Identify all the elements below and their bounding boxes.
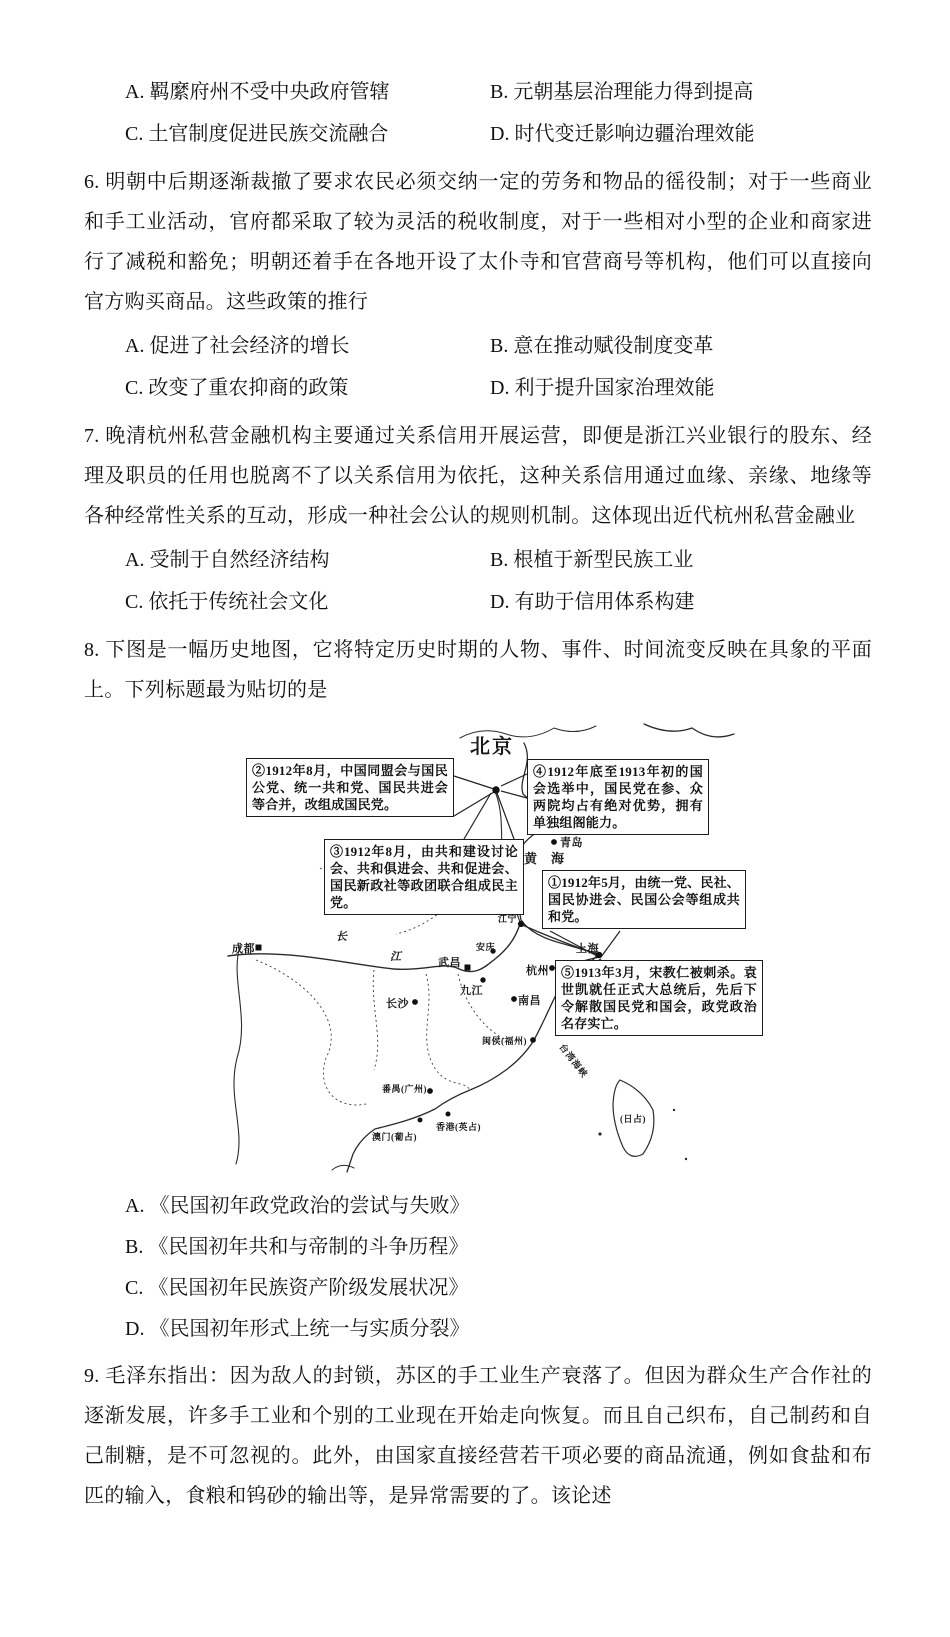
question-6-text: 6. 明朝中后期逐渐裁撤了要求农民必须交纳一定的劳务和物品的徭役制；对于一些商业和手工业活动，官府都采取了较为灵活的税收制度，对于一些相对小型的企业和商家进行了减税和豁免；明朝还着手在各地开设了太仆寺和官营商号等机构，他们可以直接向官方购买商品。这些政策的推行 bbox=[84, 171, 872, 313]
q8-option-d-row bbox=[84, 1309, 872, 1349]
callout-4-guohui-xuanju: ④1912年底至1913年初的国会选举中，国民党在参、众两院均占有绝对优势，拥有单独组阁能力。 bbox=[527, 759, 709, 835]
q7-options-row-2 bbox=[84, 582, 872, 622]
q8-option-b-row bbox=[84, 1227, 872, 1267]
islet-penghu bbox=[598, 1132, 601, 1135]
label-taiwan-strait: 台湾海峡 bbox=[557, 1041, 590, 1080]
province-border-1 bbox=[256, 960, 366, 1105]
changsha-marker bbox=[413, 1000, 418, 1005]
q8-option-b: B. 《民国初年共和与帝制的斗争历程》 bbox=[125, 1236, 469, 1258]
callout-3-minzhudang: ③1912年8月，由共和建设讨论会、共和俱进会、共和促进会、国民新政社等政团联合组成民主党。 bbox=[324, 839, 524, 915]
label-jiujiang: 九江 bbox=[460, 985, 483, 997]
label-taiwan-occupied: (日占) bbox=[620, 1114, 646, 1124]
fuzhou-marker bbox=[531, 1038, 536, 1043]
label-fuzhou: 闽侯(福州) bbox=[482, 1036, 527, 1046]
wuchang-marker bbox=[465, 965, 470, 970]
label-jiangning: 江宁 bbox=[498, 914, 518, 924]
leader-c2-bottom bbox=[454, 792, 494, 816]
macau-marker bbox=[418, 1118, 422, 1122]
islet-2 bbox=[685, 1158, 687, 1160]
q5-option-b: B. 元朝基层治理能力得到提高 bbox=[490, 81, 754, 103]
q8-option-c: C. 《民国初年民族资产阶级发展状况》 bbox=[125, 1277, 469, 1299]
islet-1 bbox=[673, 1109, 675, 1111]
label-chengdu: 成都 bbox=[232, 943, 255, 955]
label-river-jiang: 江 bbox=[390, 951, 402, 963]
province-border-5 bbox=[373, 970, 377, 1070]
label-shanghai: 上海 bbox=[576, 943, 599, 955]
q6-option-a: A. 促进了社会经济的增长 bbox=[125, 335, 350, 357]
callout-5-songjiaoren: ⑤1913年3月，宋教仁被刺杀。袁世凯就任正式大总统后，先后下令解散国民党和国会，政党政治名存实亡。 bbox=[555, 960, 763, 1036]
label-river-chang: 长 bbox=[336, 931, 348, 943]
q5-options-row-2 bbox=[84, 114, 872, 154]
label-anqing: 安庆 bbox=[476, 942, 496, 952]
jiangning-marker bbox=[518, 921, 523, 926]
beijing-marker bbox=[493, 787, 499, 793]
leader-c3-right bbox=[497, 793, 514, 839]
guangzhou-marker bbox=[428, 1089, 433, 1094]
q5-option-d: D. 时代变迁影响边疆治理效能 bbox=[490, 123, 755, 145]
q6-options-row-2 bbox=[84, 368, 872, 408]
label-macau: 澳门(葡占) bbox=[372, 1132, 417, 1142]
liaodong-coast-path bbox=[644, 724, 734, 737]
q7-option-a: A. 受制于自然经济结构 bbox=[125, 549, 330, 571]
label-nanchang: 南昌 bbox=[518, 995, 541, 1007]
q8-option-a-row bbox=[84, 1186, 872, 1226]
label-wuchang: 武昌 bbox=[438, 957, 461, 969]
question-9-text: 9. 毛泽东指出：因为敌人的封锁，苏区的手工业生产衰落了。但因为群众生产合作社的逐渐发展，许多手工业和个别的工业现在开始走向恢复。而且自己织布，自己制药和自己制糖，是不可忽视的。此外，由国家直接经营若干项必要的商品流通，例如食盐和布匹的输入，食粮和钨砂的输出等，是异常需要的了。该论述 bbox=[84, 1365, 872, 1507]
label-hongkong: 香港(英占) bbox=[436, 1122, 481, 1132]
label-hangzhou: 杭州 bbox=[526, 965, 549, 977]
callout-1-gonghedang: ①1912年5月，由统一党、民社、国民协进会、民国公会等组成共和党。 bbox=[542, 870, 746, 929]
history-map-figure bbox=[224, 718, 769, 1176]
leader-c1-right bbox=[601, 931, 620, 957]
hongkong-marker bbox=[446, 1112, 450, 1116]
q6-option-b: B. 意在推动赋役制度变革 bbox=[490, 335, 714, 357]
q7-options-row-1 bbox=[84, 540, 872, 580]
west-border-path bbox=[234, 946, 242, 1164]
label-guangzhou: 番禺(广州) bbox=[382, 1084, 427, 1094]
q8-option-a: A. 《民国初年政党政治的尝试与失败》 bbox=[125, 1195, 470, 1217]
q7-option-d: D. 有助于信用体系构建 bbox=[490, 591, 695, 613]
label-beijing: 北京 bbox=[470, 736, 514, 758]
label-yellow-sea: 黄海 bbox=[524, 851, 579, 866]
question-8-text: 8. 下图是一幅历史地图，它将特定历史时期的人物、事件、时间流变反映在具象的平面上。下列标题最为贴切的是 bbox=[84, 639, 872, 701]
chengdu-marker bbox=[256, 945, 261, 950]
callout-2-tongmenghui-gmd: ②1912年8月，中国同盟会与国民公党、统一共和党、国民共进会等合并，改组成国民党。 bbox=[246, 758, 454, 817]
q5-option-c: C. 土官制度促进民族交流融合 bbox=[125, 123, 389, 145]
q5-options-row-1 bbox=[84, 72, 872, 112]
question-7-text: 7. 晚清杭州私营金融机构主要通过关系信用开展运营，即便是浙江兴业银行的股东、经理及职员的任用也脱离不了以关系信用为依托，这种关系信用通过血缘、亲缘、地缘等各种经常性关系的互动，形成一种社会公认的规则机制。这体现出近代杭州私营金融业 bbox=[84, 425, 872, 527]
label-qingdao: 青岛 bbox=[560, 837, 583, 849]
q8-option-d: D. 《民国初年形式上统一与实质分裂》 bbox=[125, 1318, 470, 1340]
q6-option-d: D. 利于提升国家治理效能 bbox=[490, 377, 715, 399]
q8-option-c-row bbox=[84, 1268, 872, 1308]
q6-options-row-1 bbox=[84, 326, 872, 366]
nanchang-marker bbox=[512, 997, 517, 1002]
q7-option-c: C. 依托于传统社会文化 bbox=[125, 591, 329, 613]
q7-option-b: B. 根植于新型民族工业 bbox=[490, 549, 694, 571]
qingdao-marker bbox=[552, 840, 557, 845]
label-changsha: 长沙 bbox=[386, 998, 409, 1010]
q5-option-a: A. 羁縻府州不受中央政府管辖 bbox=[125, 81, 390, 103]
hainan-path bbox=[332, 1165, 354, 1170]
hangzhou-marker bbox=[550, 966, 555, 971]
leader-c2-top bbox=[454, 776, 494, 789]
q6-option-c: C. 改变了重农抑商的政策 bbox=[125, 377, 349, 399]
leader-c3-left bbox=[464, 793, 491, 839]
